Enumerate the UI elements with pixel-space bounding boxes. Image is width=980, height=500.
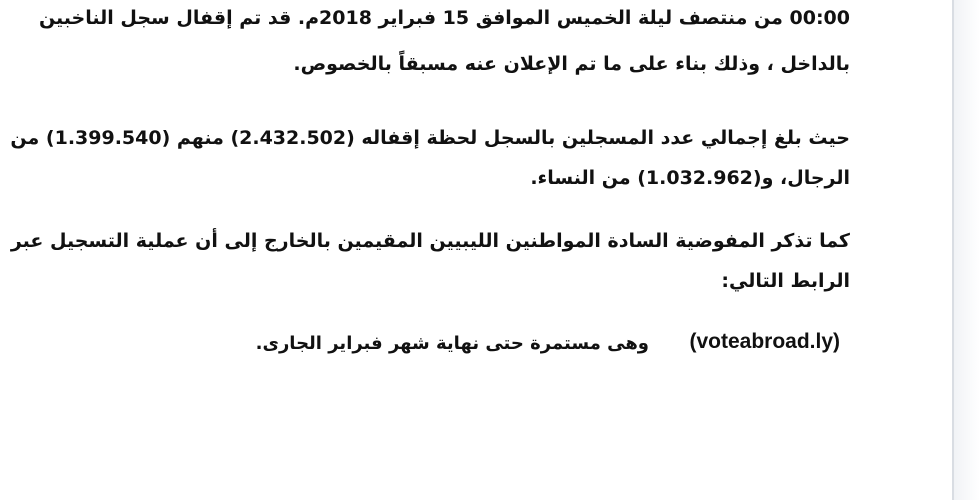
paragraph-3-line-1: كما تذكر المفوضية السادة المواطنين الليبيين المقيمين بالخارج إلى أن عملية التسجيل عبر [10, 230, 850, 252]
paragraph-2-line-2: الرجال، و(1.032.962) من النساء. [530, 167, 850, 189]
page-edge-shadow [954, 0, 980, 500]
paragraph-1-line-2: بالداخل ، وذلك بناء على ما تم الإعلان عنه مسبقاً بالخصوص. [293, 53, 850, 75]
page-edge [952, 0, 954, 500]
paragraph-3-line-2: الرابط التالي: [721, 270, 850, 292]
paragraph-1-line-1: 00:00 من منتصف ليلة الخميس الموافق 15 فبراير 2018م. قد تم إقفال سجل الناخبين [38, 7, 850, 29]
paragraph-2-line-1: حيث بلغ إجمالي عدد المسجلين بالسجل لحظة إقفاله (2.432.502) منهم (1.399.540) من [10, 127, 850, 149]
paragraph-4 [255, 327, 840, 361]
registration-link[interactable]: (voteabroad.ly) [689, 330, 840, 353]
document-page [10, 0, 850, 500]
paragraph-4-text: وهى مستمرة حتى نهاية شهر فبراير الجارى. [255, 333, 649, 354]
